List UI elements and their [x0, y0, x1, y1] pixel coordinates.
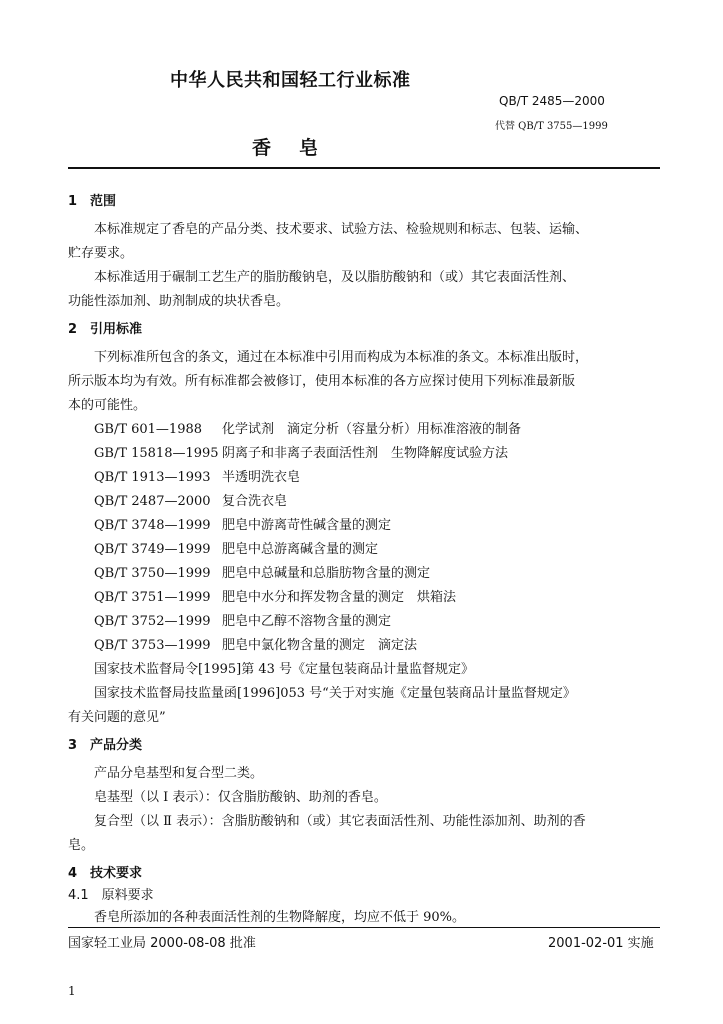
reference-title: 肥皂中氯化物含量的测定 滴定法 [222, 638, 418, 653]
section-3-line-1: 产品分皂基型和复合型二类。 [94, 766, 264, 781]
reference-title: 肥皂中乙醇不溶物含量的测定 [222, 614, 392, 629]
reference-item [94, 538, 378, 557]
reference-title: 肥皂中水分和挥发物含量的测定 烘箱法 [222, 590, 457, 605]
approval-date: 国家轻工业局 2000-08-08 批准 [68, 936, 256, 951]
reference-code: QB/T 3751—1999 [94, 590, 211, 605]
reference-item [94, 442, 508, 461]
reference-item [94, 634, 417, 653]
reference-title: 肥皂中总碱量和总脂肪物含量的测定 [222, 566, 431, 581]
section-2-intro-line-3: 本的可能性。 [68, 398, 147, 413]
section-1-heading: 1 范围 [68, 194, 117, 209]
reference-code: GB/T 601—1988 [94, 422, 203, 437]
reference-title: 复合洗衣皂 [222, 494, 288, 509]
section-2-intro-line-1: 下列标准所包含的条文，通过在本标准中引用而构成为本标准的条文。本标准出版时， [94, 350, 589, 365]
reference-item [94, 586, 456, 605]
reference-item [94, 490, 287, 509]
implementation-date: 2001-02-01 实施 [548, 936, 654, 951]
reference-item [94, 466, 300, 485]
section-1-paragraph-2-line-2: 功能性添加剂、助剂制成的块状香皂。 [68, 294, 290, 309]
reference-code: QB/T 3748—1999 [94, 518, 211, 533]
reference-code: QB/T 3750—1999 [94, 566, 211, 581]
page-number: 1 [68, 984, 76, 998]
section-1-paragraph-1-line-1: 本标准规定了香皂的产品分类、技术要求、试验方法、检验规则和标志、包装、运输、 [94, 222, 589, 237]
reference-code: GB/T 15818—1995 [94, 446, 219, 461]
footer-rule [68, 927, 660, 928]
document-title: 香皂 [252, 137, 347, 159]
reference-title: 阴离子和非离子表面活性剂 生物降解度试验方法 [222, 446, 509, 461]
reference-item [94, 514, 391, 533]
reference-item [94, 610, 391, 629]
standard-number: QB/T 2485—2000 [499, 94, 605, 108]
reference-item [94, 418, 521, 437]
section-2-heading: 2 引用标准 [68, 322, 143, 337]
section-2-intro-line-2: 所示版本均为有效。所有标准都会被修订，使用本标准的各方应探讨使用下列标准最新版 [68, 374, 576, 389]
reference-title: 化学试剂 滴定分析（容量分析）用标准溶液的制备 [222, 422, 522, 437]
reference-code: QB/T 3753—1999 [94, 638, 211, 653]
reference-code: QB/T 2487—2000 [94, 494, 211, 509]
section-3-heading: 3 产品分类 [68, 738, 143, 753]
decree-1: 国家技术监督局令[1995]第 43 号《定量包装商品计量监督规定》 [94, 662, 475, 677]
section-1-paragraph-1-line-2: 贮存要求。 [68, 246, 134, 261]
header-rule [68, 167, 660, 169]
reference-code: QB/T 3752—1999 [94, 614, 211, 629]
section-4-1-line-1: 香皂所添加的各种表面活性剂的生物降解度，均应不低于 90%。 [94, 910, 466, 925]
reference-item [94, 562, 430, 581]
section-1-paragraph-2-line-1: 本标准适用于碾制工艺生产的脂肪酸钠皂，及以脂肪酸钠和（或）其它表面活性剂、 [94, 270, 576, 285]
section-4-heading: 4 技术要求 [68, 866, 143, 881]
reference-title: 肥皂中游离苛性碱含量的测定 [222, 518, 392, 533]
reference-code: QB/T 3749—1999 [94, 542, 211, 557]
section-3-line-3-cont: 皂。 [68, 838, 95, 853]
reference-title: 半透明洗衣皂 [222, 470, 301, 485]
section-3-line-2: 皂基型（以 Ⅰ 表示）：仅含脂肪酸钠、助剂的香皂。 [94, 790, 387, 805]
issuing-body-title: 中华人民共和国轻工行业标准 [170, 70, 411, 91]
reference-title: 肥皂中总游离碱含量的测定 [222, 542, 379, 557]
decree-2-line-2: 有关问题的意见” [68, 710, 166, 725]
reference-code: QB/T 1913—1993 [94, 470, 211, 485]
section-4-1-heading: 4.1 原料要求 [68, 888, 154, 903]
replaces-standard: 代替 QB/T 3755—1999 [495, 121, 608, 132]
decree-2-line-1: 国家技术监督局技监量函[1996]053 号“关于对实施《定量包装商品计量监督规定》 [94, 686, 576, 701]
section-3-line-3: 复合型（以 Ⅱ 表示）：含脂肪酸钠和（或）其它表面活性剂、功能性添加剂、助剂的香 [94, 814, 586, 829]
